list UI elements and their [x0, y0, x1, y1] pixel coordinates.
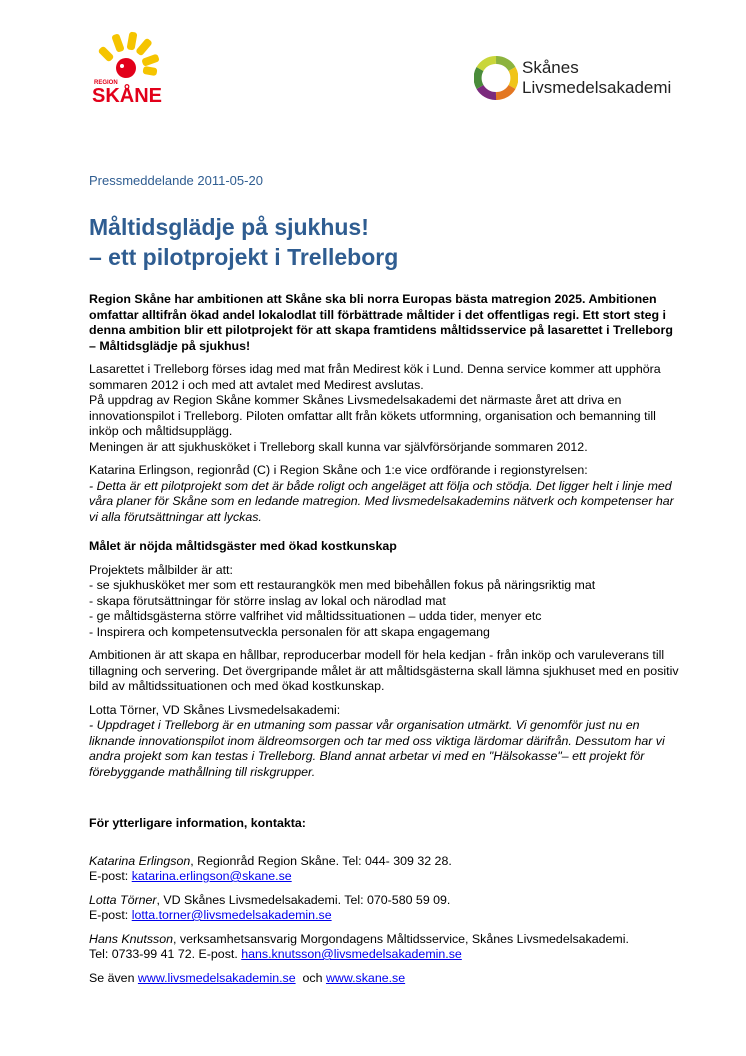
- quote-torner: [89, 703, 679, 781]
- goal-item: - ge måltidsgästerna större valfrihet vid måltidssituationen – udda tider, menyer etc: [89, 609, 542, 623]
- contact-email-label: Tel: 0733-99 41 72. E-post.: [89, 947, 242, 961]
- contact-email-link[interactable]: hans.knutsson@livsmedelsakademin.se: [241, 947, 462, 961]
- contact-heading: För ytterligare information, kontakta:: [89, 816, 306, 830]
- quote-erlingson-intro: Katarina Erlingson, regionråd (C) i Region Skåne och 1:e vice ordförande i regionstyrelsen:: [89, 463, 588, 477]
- contact-role: , Regionråd Region Skåne. Tel: 044- 309 32 28.: [190, 853, 452, 868]
- region-skane-logo: [84, 30, 174, 106]
- intro-paragraph: [89, 362, 679, 455]
- goal-item: - se sjukhusköket mer som ett restaurangkök men med bibehållen fokus på näringsriktig mat: [89, 578, 596, 592]
- intro-line-1: Lasarettet i Trelleborg förses idag med mat från Medirest kök i Lund. Denna service kommer att upphöra sommaren 2012 i och med att avtalet med Medirest avslutas.: [89, 362, 661, 392]
- see-also: [89, 971, 679, 987]
- press-release-date: Pressmeddelande 2011-05-20: [89, 173, 263, 188]
- lead-paragraph: Region Skåne har ambitionen att Skåne ska bli norra Europas bästa matregion 2025. Ambitionen omfattar alltifrån ökad andel lokalodlat till förbättrade måltider i det offentligas regi. Ett stort steg i denna ambition blir ett pilotprojekt för att skapa framtidens måltidsservice på lasarettet i Trelleborg – Måltidsglädje på sjukhus!: [89, 292, 673, 353]
- contact-torner: [89, 893, 679, 924]
- contact-role: , verksamhetsansvarig Morgondagens Måltidsservice, Skånes Livsmedelsakademi.: [173, 931, 629, 946]
- logo-skane-text: SKÅNE: [92, 85, 163, 106]
- contact-erlingson: [89, 854, 679, 885]
- see-also-prefix: Se även: [89, 970, 138, 985]
- article-body: [89, 292, 679, 994]
- livsmedelsakademi-wordmark: [522, 58, 671, 98]
- quote-torner-intro: Lotta Törner, VD Skånes Livsmedelsakademi:: [89, 702, 341, 717]
- contact-email-link[interactable]: katarina.erlingson@skane.se: [131, 869, 292, 883]
- title-line-1: Måltidsglädje på sjukhus!: [89, 214, 369, 240]
- wordmark-line-2: Livsmedelsakademi: [522, 78, 672, 97]
- see-also-mid: och: [295, 970, 326, 985]
- contact-email-link[interactable]: lotta.torner@livsmedelsakademin.se: [131, 908, 332, 922]
- title-line-2: – ett pilotprojekt i Trelleborg: [89, 244, 399, 270]
- goal-item: - Inspirera och kompetensutveckla personalen för att skapa engagemang: [89, 624, 490, 639]
- wordmark-line-1: Skånes: [522, 58, 579, 77]
- contact-name: Hans Knutsson: [89, 931, 174, 946]
- contact-email-label: E-post:: [89, 869, 132, 883]
- link-skane[interactable]: www.skane.se: [325, 970, 406, 985]
- section-subheading: Målet är nöjda måltidsgäster med ökad kostkunskap: [89, 539, 397, 553]
- livsmedelsakademi-ring-icon: [474, 56, 518, 100]
- livsmedelsakademi-logo: [474, 56, 674, 104]
- contact-name: Lotta Törner: [89, 892, 157, 907]
- quote-erlingson-text: - Detta är ett pilotprojekt som det är både roligt och angeläget att följa och stödja. Det ligger helt i linje med våra planer för Skåne som en ledande matregion. Med livsmedelsakademins nätverk och kompetenser har vi alla förutsättningar att lyckas.: [89, 478, 674, 524]
- contact-name: Katarina Erlingson: [89, 853, 191, 868]
- logo-region-text: REGION: [94, 80, 118, 86]
- intro-line-3: Meningen är att sjukhusköket i Trelleborg skall kunna var självförsörjande sommaren 2012.: [89, 439, 588, 454]
- contact-role: , VD Skånes Livsmedelsakademi. Tel: 070-580 59 09.: [156, 892, 451, 907]
- intro-line-2: På uppdrag av Region Skåne kommer Skånes Livsmedelsakademi det närmaste året att driva en innovationspilot i Trelleborg. Piloten omfattar allt från kökets utformning, organisation och bemanning till inköp och måltidsupplägg.: [89, 393, 656, 438]
- ambition-paragraph: Ambitionen är att skapa en hållbar, reproducerbar modell för hela kedjan - från inköp och varuleverans till tillagning och servering. Det övergripande målet är att måltidsgästerna skall lämna sjukhuset med en positiv bild av måltidssituationen och med ökad kostkunskap.: [89, 648, 679, 693]
- goals-list: [89, 563, 679, 641]
- link-livsmedelsakademin[interactable]: www.livsmedelsakademin.se: [137, 970, 296, 985]
- quote-erlingson: [89, 463, 679, 525]
- contact-email-label: E-post:: [89, 908, 132, 922]
- quote-torner-text: - Uppdraget i Trelleborg är en utmaning som passar vår organisation utmärkt. Vi genomför just nu en liknande innovationspilot inom äldreomsorgen och tar med oss viktiga lärdomar därifrån. Dessutom har vi andra projekt som kan testas i Trelleborg. Bland annat arbetar vi med en "Hälsokasse"– ett projekt för förebyggande mathållning till riskgrupper.: [89, 718, 665, 779]
- contact-knutsson: [89, 932, 679, 963]
- page-title: [89, 212, 398, 272]
- goals-intro: Projektets målbilder är att:: [89, 562, 233, 577]
- region-skane-emblem-icon: [84, 30, 174, 106]
- goal-item: - skapa förutsättningar för större inslag av lokal och närodlad mat: [89, 593, 446, 608]
